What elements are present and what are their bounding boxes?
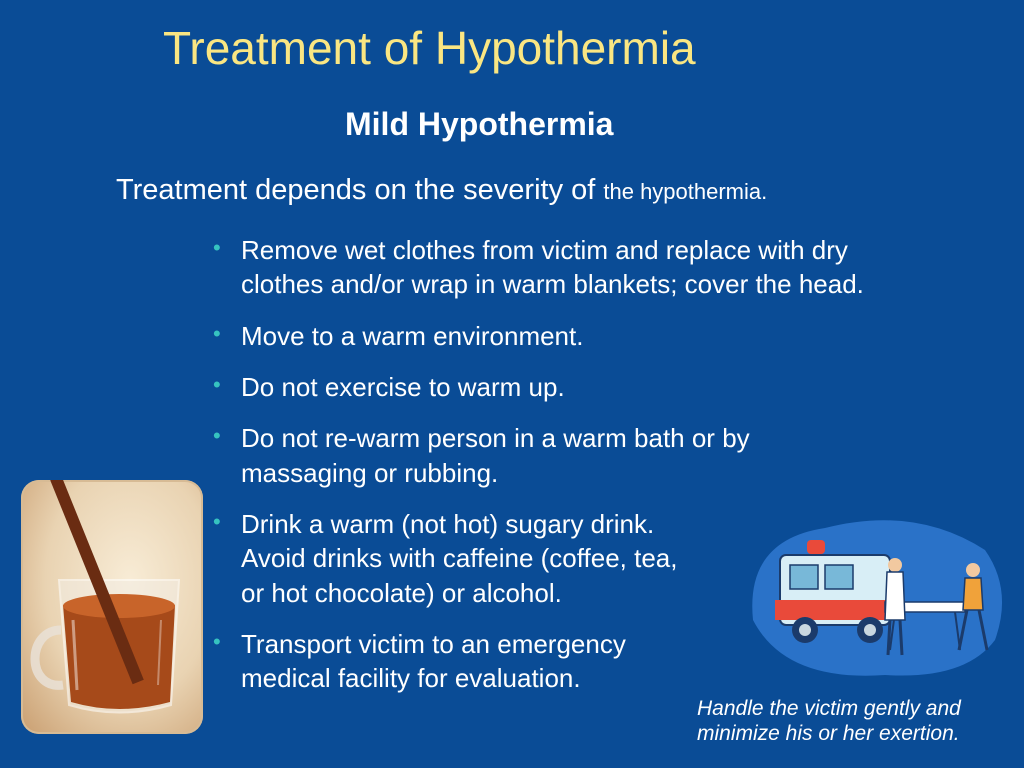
intro-text (116, 173, 767, 208)
bullet-line: Transport victim to an emergency (241, 628, 626, 659)
bullet-line: clothes and/or wrap in warm blankets; cover the head. (241, 269, 864, 300)
ambulance-clipart (745, 510, 1007, 682)
bullet-line: Drink a warm (not hot) sugary drink. (241, 508, 655, 539)
bullet-marker: • (213, 423, 221, 449)
bullet-marker: • (213, 235, 221, 260)
warm-drink-illustration (21, 480, 203, 734)
caption (697, 697, 961, 747)
bullet-line: or hot chocolate) or alcohol. (241, 577, 562, 608)
bullet-line: massaging or rubbing. (241, 457, 499, 488)
bullet-line: Do not exercise to warm up. (241, 371, 565, 402)
bullet-line: Do not re-warm person in a warm bath or by (241, 423, 750, 454)
slide-title: Treatment of Hypothermia (163, 22, 696, 74)
bullet-item (212, 370, 864, 404)
caption-line-1: Handle the victim gently and (697, 697, 961, 720)
bullet-item (212, 233, 864, 302)
bullet-marker: • (213, 320, 221, 346)
bullet-marker: • (213, 371, 221, 397)
bullet-item (212, 319, 864, 353)
bullet-line: Remove wet clothes from victim and replace with dry (241, 235, 848, 265)
bullet-line: Avoid drinks with caffeine (coffee, tea, (241, 543, 678, 574)
bullet-marker: • (213, 508, 221, 534)
warm-drink-photo (21, 480, 203, 734)
bullet-line: medical facility for evaluation. (241, 663, 581, 694)
intro-main: Treatment depends on the severity of (116, 174, 604, 206)
bullet-item (212, 421, 864, 490)
intro-small: the hypothermia. (603, 179, 768, 204)
bullet-marker: • (213, 628, 221, 654)
caption-line-2: minimize his or her exertion. (697, 721, 960, 745)
slide-subtitle: Mild Hypothermia (345, 106, 614, 142)
bullet-line: Move to a warm environment. (241, 320, 584, 351)
